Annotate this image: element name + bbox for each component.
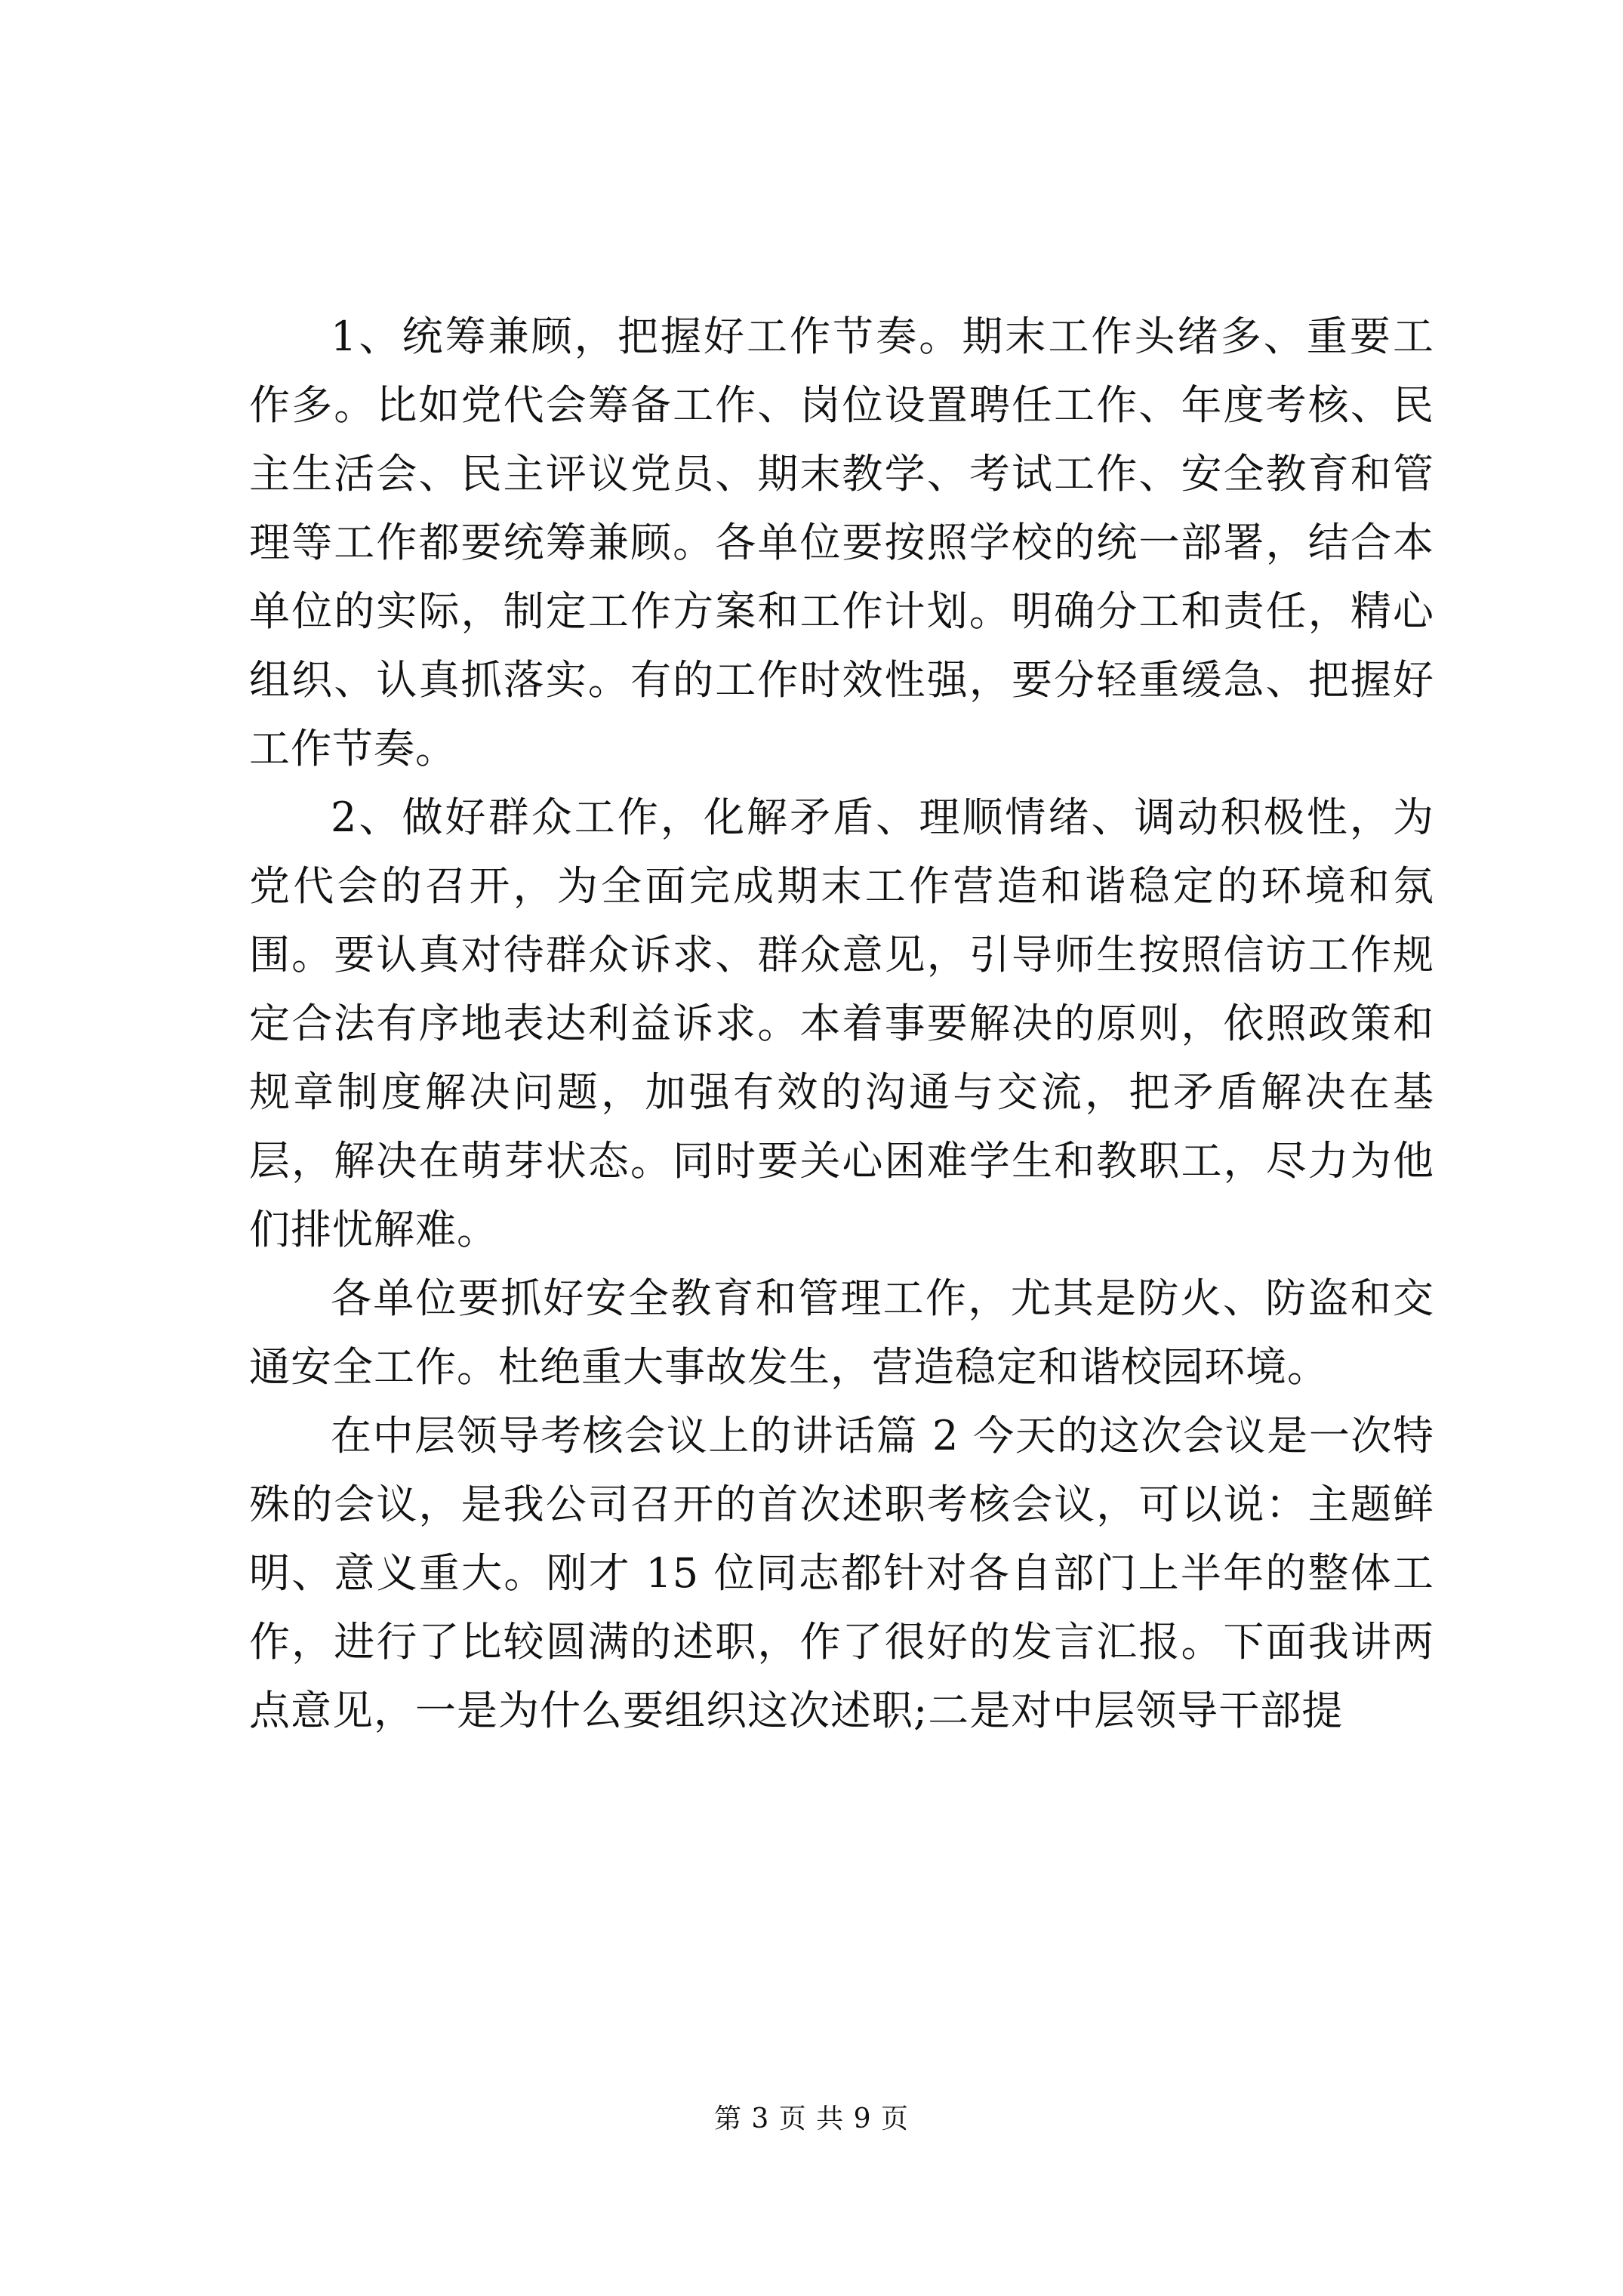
page-footer: 第 3 页 共 9 页 — [713, 2103, 910, 2134]
paragraph-3: 各单位要抓好安全教育和管理工作，尤其是防火、防盗和交通安全工作。杜绝重大事故发生，营造稳定和谐校园环境。 — [249, 1274, 1434, 1391]
paragraph-1: 1、统筹兼顾，把握好工作节奏。期末工作头绪多、重要工作多。比如党代会筹备工作、岗位设置聘任工作、年度考核、民主生活会、民主评议党员、期末教学、考试工作、安全教育和管理等工作都要统筹兼顾。各单位要按照学校的统一部署，结合本单位的实际，制定工作方案和工作计划。明确分工和责任，精心组织、认真抓落实。有的工作时效性强，要分轻重缓急、把握好工作节奏。 — [249, 313, 1434, 772]
paragraph-4: 在中层领导考核会议上的讲话篇 2 今天的这次会议是一次特殊的会议，是我公司召开的首次述职考核会议，可以说：主题鲜明、意义重大。刚才 15 位同志都针对各自部门上半年的整体工作，进行了比较圆满的述职，作了很好的发言汇报。下面我讲两点意见，一是为什么要组织这次述职;二是对中层领导干部提 — [249, 1412, 1434, 1734]
paragraph-2: 2、做好群众工作，化解矛盾、理顺情绪、调动积极性，为党代会的召开，为全面完成期末工作营造和谐稳定的环境和氛围。要认真对待群众诉求、群众意见，引导师生按照信访工作规定合法有序地表达利益诉求。本着事要解决的原则，依照政策和规章制度解决问题，加强有效的沟通与交流，把矛盾解决在基层，解决在萌芽状态。同时要关心困难学生和教职工，尽力为他们排忧解难。 — [249, 794, 1434, 1253]
document-body — [249, 302, 1434, 1745]
